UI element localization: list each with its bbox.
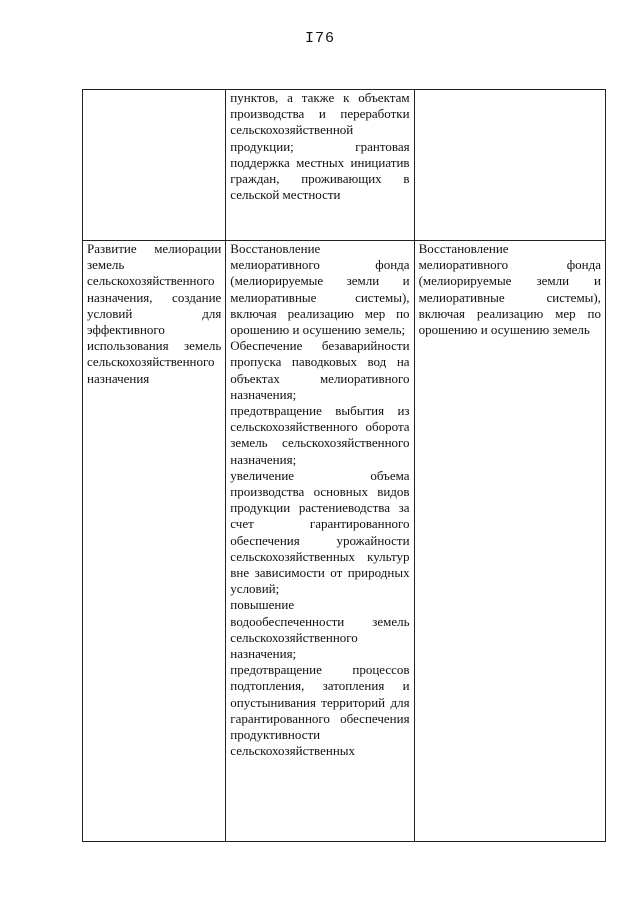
table-cell-result [414, 90, 605, 241]
measure-item: предотвращение выбытия из сельскохозяйственного оборота земель сельскохозяйственного назначения; [230, 403, 410, 467]
cell-text: пунктов, а также к объектам производства и переработки сельскохозяйственной продукции; грантовая поддержка местных инициатив граждан, проживающих в сельской местности [230, 90, 410, 203]
measures-table [82, 89, 606, 842]
measure-item: предотвращение процессов подтопления, затопления и опустынивания территорий для гарантированного обеспечения продуктивности сельскохозяйственных [230, 662, 410, 759]
cell-text: Восстановление мелиоративного фонда (мелиорируемые земли и мелиоративные системы), включая реализацию мер по орошению и осушению земель [418, 241, 601, 338]
page-number: I76 [304, 30, 335, 47]
table-cell-result [414, 241, 605, 842]
measure-item: увеличение объема производства основных видов продукции растениеводства за счет гарантированного обеспечения урожайности сельскохозяйственных культур вне зависимости от природных условий; [230, 467, 410, 597]
cell-text: Развитие мелиорации земель сельскохозяйственного назначения, создание условий для эффективного использования земель сельскохозяйственного назначения [87, 241, 222, 386]
table-row [83, 241, 606, 842]
table-cell-measures [226, 90, 414, 241]
table-row [83, 90, 606, 241]
table-cell-task [83, 241, 226, 842]
measure-item: повышение водообеспеченности земель сельскохозяйственного назначения; [230, 597, 410, 662]
table-cell-task [83, 90, 226, 241]
measure-item: Обеспечение безаварийности пропуска паводковых вод на объектах мелиоративного назначения; [230, 338, 410, 402]
table-cell-measures [226, 241, 414, 842]
measure-item: Восстановление мелиоративного фонда (мелиорируемые земли и мелиоративные системы), включая реализацию мер по орошению и осушению земель; [230, 241, 410, 338]
